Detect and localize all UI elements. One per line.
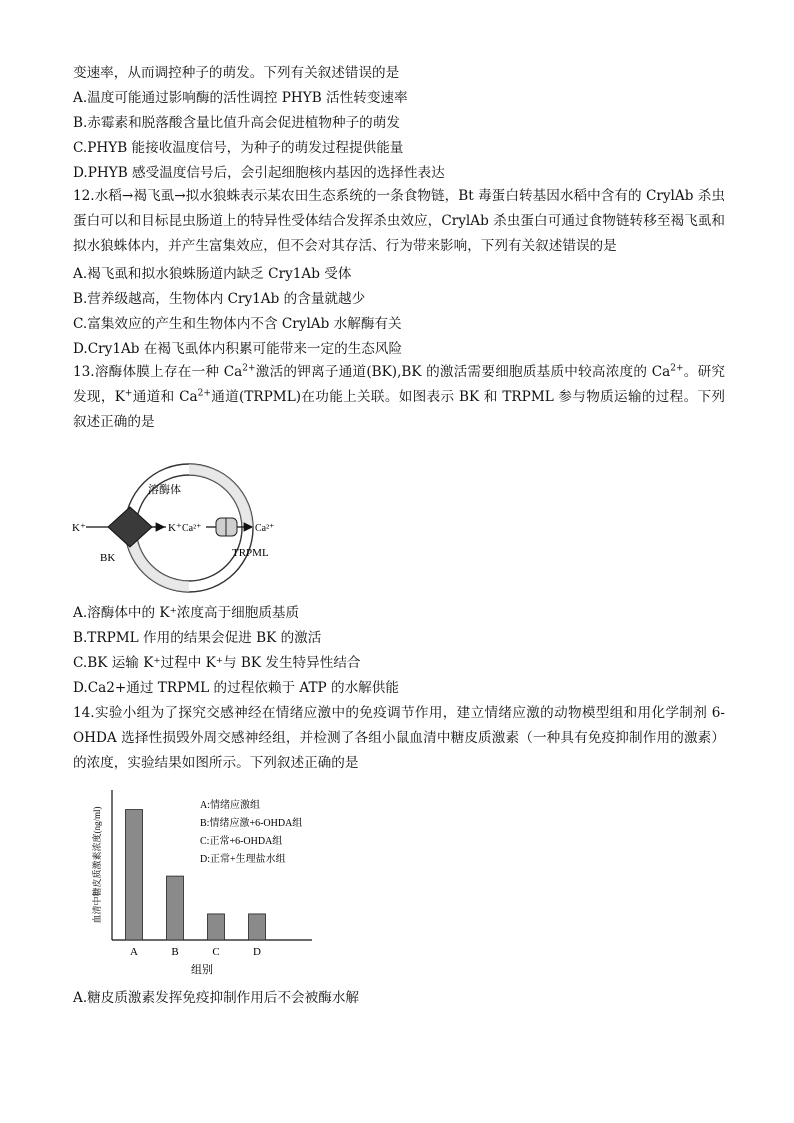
y-axis-label: 血清中糖皮质激素浓度(ng/ml) [92, 806, 102, 924]
q13-option-d: D.Ca2+通过 TRPML 的过程依赖于 ATP 的水解供能 [73, 680, 399, 696]
q11-option-b: B.赤霉素和脱落酸含量比值升高会促进植物种子的萌发 [73, 115, 400, 131]
bar-c [208, 914, 225, 940]
bar-b [167, 876, 184, 940]
k-outside-label: K⁺ [72, 522, 86, 534]
legend-entry: A:情绪应激组 [200, 800, 260, 811]
q12-option-b: B.营养级越高，生物体内 Cry1Ab 的含量就越少 [73, 291, 366, 307]
q11-stem-tail: 变速率，从而调控种子的萌发。下列有关叙述错误的是 [73, 65, 400, 81]
q12-option-c: C.富集效应的产生和生物体内不含 CrylAb 水解酶有关 [73, 316, 402, 332]
x-axis-label: 组别 [191, 964, 213, 976]
bar-a [126, 810, 143, 940]
q12-stem: 12.水稻→褐飞虱→拟水狼蛛表示某农田生态系统的一条食物链，Bt 毒蛋白转基因水稻中含有的 CrylAb 杀虫蛋白可以和目标昆虫肠道上的特异性受体结合发挥杀虫效应，CrylAb 杀虫蛋白可通过食物链转移至褐飞虱和拟水狼蛛体内，并产生富集效应，但不会对其存活、行为带来影响，下列有关叙述错误的是 [73, 188, 725, 254]
legend-entry: B:情绪应激+6-OHDA组 [200, 818, 303, 829]
q11-option-a: A.温度可能通过影响酶的活性调控 PHYB 活性转变速率 [73, 90, 408, 106]
bar-d [249, 914, 266, 940]
q13-option-b: B.TRPML 作用的结果会促进 BK 的激活 [73, 630, 322, 646]
ca-inside-label: Ca²⁺ [182, 523, 202, 534]
q12-option-d: D.Cry1Ab 在褐飞虱体内积累可能带来一定的生态风险 [73, 341, 403, 357]
q11-option-c: C.PHYB 能接收温度信号，为种子的萌发过程提供能量 [73, 140, 404, 156]
organelle-label: 溶酶体 [148, 484, 181, 496]
bk-label: BK [100, 552, 116, 564]
x-tick-label: A [130, 946, 138, 958]
x-tick-label: D [253, 946, 261, 958]
x-tick-label: B [171, 946, 179, 958]
legend-entry: D:正常+生理盐水组 [200, 854, 286, 865]
q14-option-a: A.糖皮质激素发挥免疫抑制作用后不会被酶水解 [73, 990, 360, 1006]
q14-stem: 14.实验小组为了探究交感神经在情绪应激中的免疫调节作用，建立情绪应激的动物模型组和用化学制剂 6-OHDA 选择性损毁外周交感神经组，并检测了各组小鼠血清中糖皮质激素（一种具有免疫抑制作用的激素）的浓度，实验结果如图所示。下列叙述正确的是 [73, 705, 725, 771]
ca-outside-label: Ca²⁺ [255, 523, 275, 534]
q13-option-c: C.BK 运输 K⁺过程中 K⁺与 BK 发生特异性结合 [73, 655, 361, 671]
q11-option-d: D.PHYB 感受温度信号后，会引起细胞核内基因的选择性表达 [73, 165, 445, 181]
glucocorticoid-bar-chart [84, 782, 344, 980]
q13-option-a: A.溶酶体中的 K⁺浓度高于细胞质基质 [73, 605, 300, 621]
trpml-label: TRPML [232, 547, 269, 559]
lysosome-diagram [66, 455, 306, 600]
q13-stem: 13.溶酶体膜上存在一种 $Ca^{2+}$激活的钾离子通道(BK),BK 的激活需要细胞质基质中较高浓度的 $Ca^{2+}$。研究发现，K+通道和 $Ca^{2+}$通道(TRPML)在功能上关联。如图表示 BK 和 TRPML 参与物质运输的过程。下列叙述正确的是 [73, 363, 726, 430]
legend-entry: C:正常+6-OHDA组 [200, 836, 283, 847]
q12-option-a: A.褐飞虱和拟水狼蛛肠道内缺乏 Cry1Ab 受体 [73, 266, 352, 282]
x-tick-label: C [212, 946, 220, 958]
k-inside-label: K⁺ [168, 522, 182, 534]
